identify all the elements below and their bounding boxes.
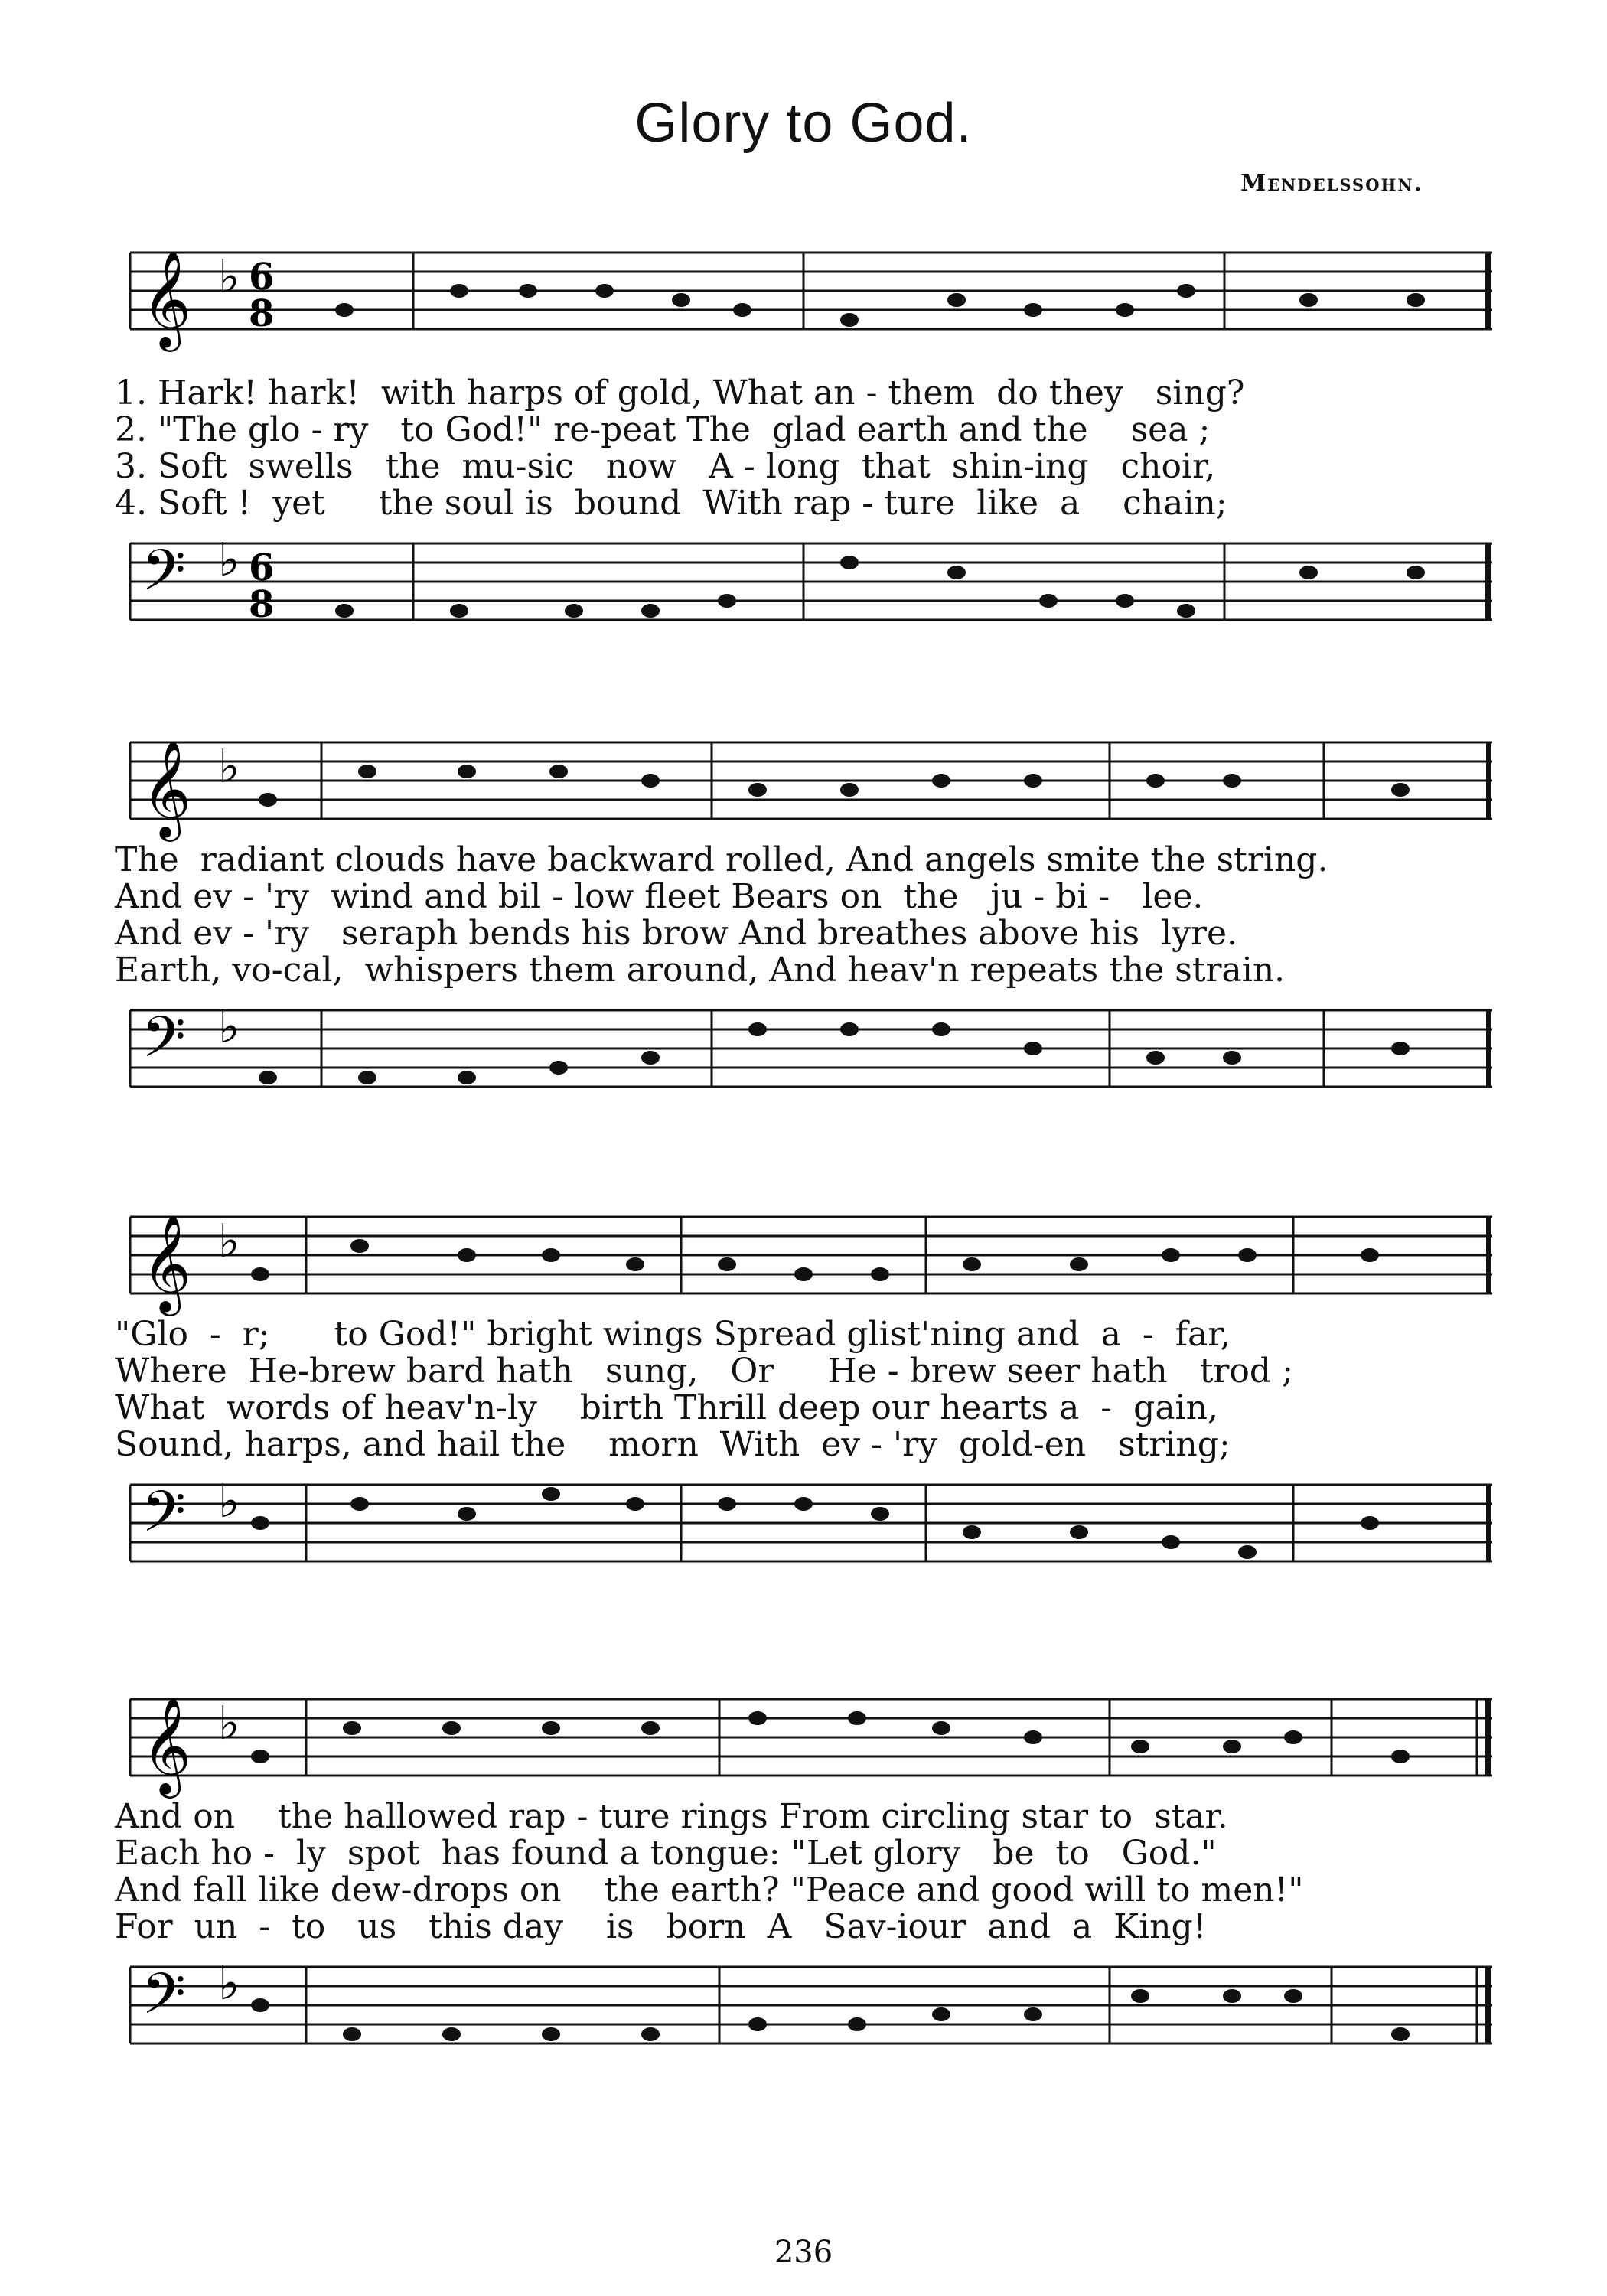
bass-staff [115,1469,1508,1584]
lyric-line: And ev - 'ry seraph bends his brow And breathes above his lyre. [115,914,1237,953]
svg-text:♭: ♭ [218,1215,240,1268]
bass-staff [115,995,1508,1110]
svg-text:♭: ♭ [218,1957,240,2011]
page-number: 236 [774,2235,833,2270]
svg-text:♭: ♭ [218,740,240,794]
lyric-line: "Glo - r; to God!" bright wings Spread glist'ning and a - far, [115,1315,1231,1354]
lyric-line: Each ho - ly spot has found a tongue: "Let glory be to God." [115,1834,1217,1873]
bass-clef-icon: 𝄢 [142,537,186,618]
lyric-line: Where He-brew bard hath sung, Or He - brew seer hath trod ; [115,1352,1293,1391]
lyric-line: And fall like dew-drops on the earth? "Peace and good will to men!" [115,1870,1304,1910]
composer-credit: Mendelssohn. [1240,170,1423,197]
bass-clef-icon: 𝄢 [142,1479,186,1559]
lyric-line: The radiant clouds have backward rolled, And angels smite the string. [115,840,1328,879]
treble-staff [115,1684,1508,1799]
hymn-title: Glory to God. [634,93,973,154]
lyric-line: Sound, harps, and hail the morn With ev - 'ry gold-en string; [115,1425,1231,1464]
treble-clef-icon: 𝄞 [142,739,192,837]
svg-text:8: 8 [249,292,275,335]
bass-staff [115,528,1508,643]
svg-text:6: 6 [249,546,275,589]
svg-text:6: 6 [249,256,275,298]
svg-text:♭: ♭ [218,1475,240,1528]
lyric-line: 2. "The glo - ry to God!" re-peat The glad earth and the sea ; [115,410,1211,449]
treble-clef-icon: 𝄞 [142,249,192,347]
lyric-line: And on the hallowed rap - ture rings From circling star to star. [115,1797,1228,1836]
svg-text:♭: ♭ [218,533,240,587]
treble-staff [115,237,1508,352]
treble-clef-icon: 𝄞 [142,1696,192,1794]
lyric-line: 4. Soft ! yet the soul is bound With rap - ture like a chain; [115,484,1227,523]
svg-text:♭: ♭ [218,250,240,304]
treble-clef-icon: 𝄞 [142,1214,192,1312]
svg-text:♭: ♭ [218,1697,240,1750]
bass-clef-icon: 𝄢 [142,1961,186,2041]
treble-staff [115,727,1508,842]
lyric-line: What words of heav'n-ly birth Thrill deep our hearts a - gain, [115,1388,1218,1427]
lyric-line: 1. Hark! hark! with harps of gold, What an - them do they sing? [115,373,1245,413]
lyric-line: For un - to us this day is born A Sav-iour and a King! [115,1907,1207,1946]
svg-text:8: 8 [249,583,275,626]
bass-clef-icon: 𝄢 [142,1004,186,1084]
treble-staff [115,1202,1508,1316]
svg-text:♭: ♭ [218,1000,240,1054]
bass-staff [115,1952,1508,2066]
lyric-line: And ev - 'ry wind and bil - low fleet Bears on the ju - bi - lee. [115,877,1204,916]
lyric-line: Earth, vo-cal, whispers them around, And heav'n repeats the strain. [115,951,1286,990]
lyric-line: 3. Soft swells the mu-sic now A - long that shin-ing choir, [115,447,1216,486]
